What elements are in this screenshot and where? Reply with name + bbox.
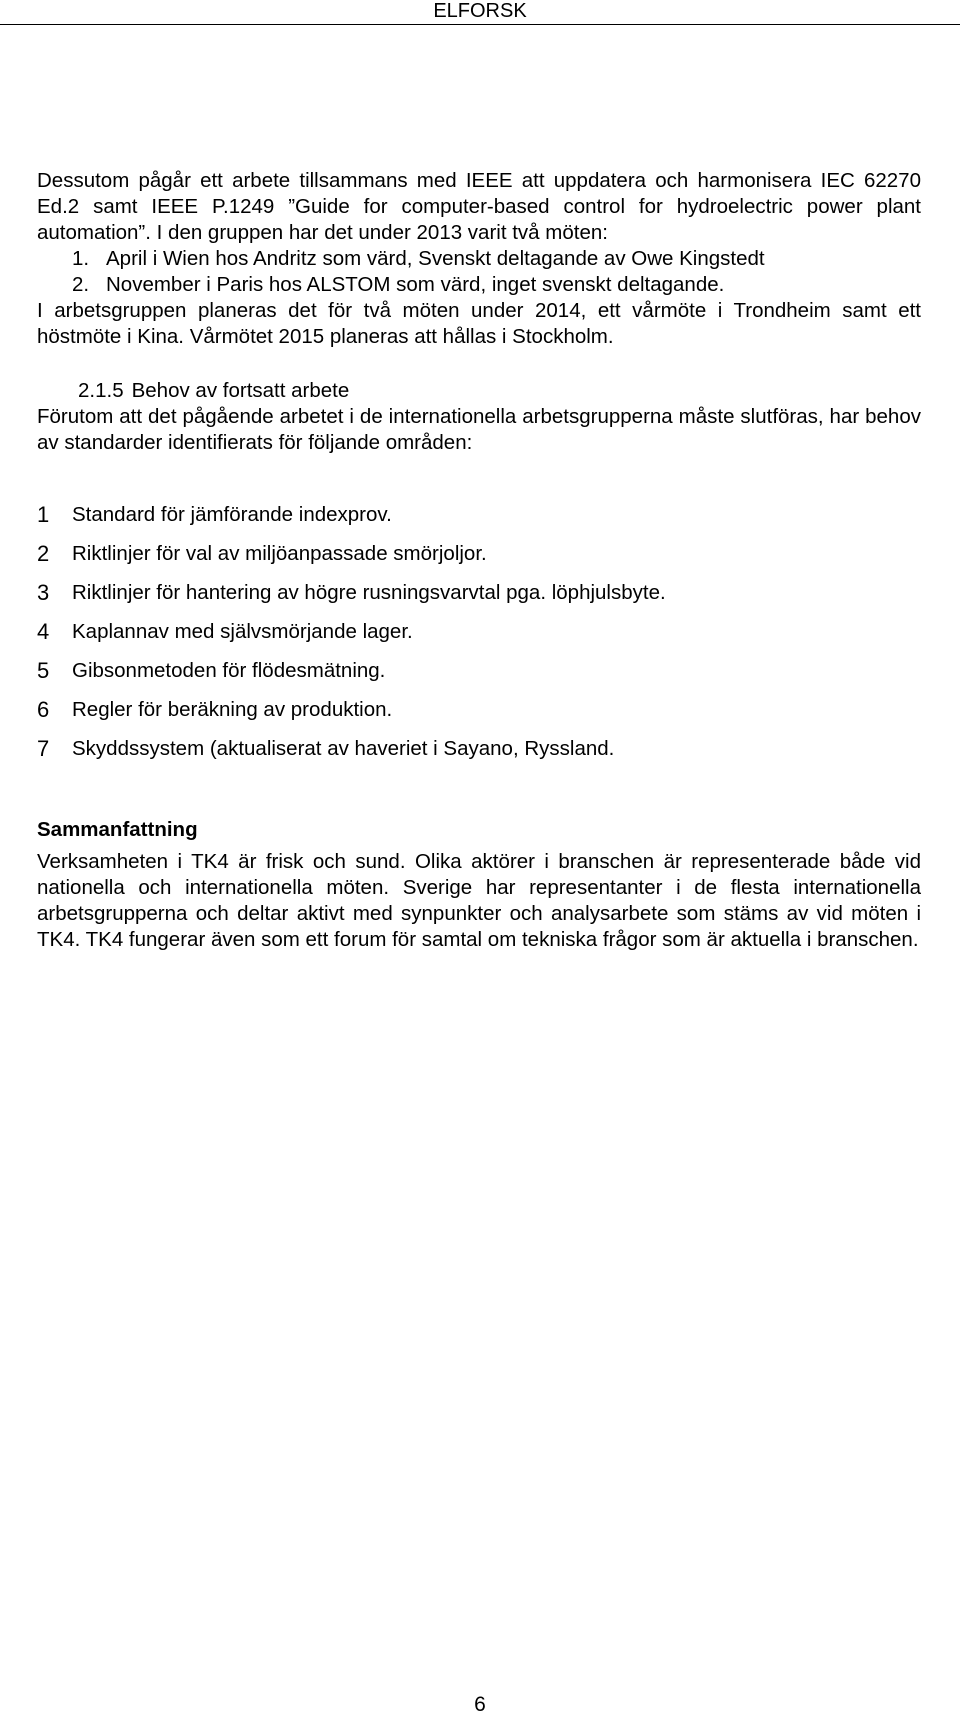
list-item	[37, 272, 921, 298]
list-item-text: Kaplannav med självsmörjande lager.	[72, 620, 413, 643]
list-item-text: Standard för jämförande indexprov.	[72, 503, 392, 526]
list-item-number: 5	[37, 658, 50, 683]
summary-paragraph: Verksamheten i TK4 är frisk och sund. Olika aktörer i branschen är representerade både vid nationella och internationella möten. Sverige har representanter i de flesta internationella arbetsgrupperna och deltar aktivt med synpunkter och analysarbete som stäms av vid möten i TK4. TK4 fungerar även som ett forum för samtal om tekniska frågor som är aktuella i branschen.	[37, 850, 921, 951]
list-item-number: 1.	[72, 247, 90, 270]
list-item-number: 6	[37, 697, 50, 722]
list-item	[37, 541, 921, 580]
list-item-number: 1	[37, 502, 50, 527]
list-item-text: April i Wien hos Andritz som värd, Svenskt deltagande av Owe Kingstedt	[106, 247, 765, 270]
list-item-number: 2	[37, 541, 50, 566]
list-item-number: 4	[37, 619, 50, 644]
intro-paragraph: Dessutom pågår ett arbete tillsammans med IEEE att uppdatera och harmonisera IEC 62270 Ed.2 samt IEEE P.1249 ”Guide for computer-based control for hydroelectric power plant automation”. I den gruppen har det under 2013 varit två möten:	[37, 169, 921, 244]
list-item	[37, 736, 921, 775]
list-item	[37, 697, 921, 736]
list-item	[37, 502, 921, 541]
list-item	[37, 580, 921, 619]
header-title: ELFORSK	[433, 0, 527, 22]
summary-heading: Sammanfattning	[37, 818, 198, 841]
section-heading	[37, 378, 921, 404]
list-item	[37, 658, 921, 697]
page-header	[0, 0, 960, 25]
list-item-text: Regler för beräkning av produktion.	[72, 698, 393, 721]
list-item-text: Riktlinjer för hantering av högre rusningsvarvtal pga. löphjulsbyte.	[72, 581, 666, 604]
section-number: 2.1.5	[78, 379, 124, 402]
list-item	[37, 246, 921, 272]
list-item-number: 3	[37, 580, 50, 605]
needs-list	[37, 502, 921, 775]
section-paragraph: Förutom att det pågående arbetet i de internationella arbetsgrupperna måste slutföras, har behov av standarder identifierats för följande områden:	[37, 405, 921, 454]
list-item-text: Skyddssystem (aktualiserat av haveriet i Sayano, Ryssland.	[72, 737, 615, 760]
list-item-text: Riktlinjer för val av miljöanpassade smörjoljor.	[72, 542, 487, 565]
section-title: Behov av fortsatt arbete	[131, 379, 350, 402]
followup-paragraph: I arbetsgruppen planeras det för två möten under 2014, ett vårmöte i Trondheim samt ett höstmöte i Kina. Vårmötet 2015 planeras att hållas i Stockholm.	[37, 299, 921, 348]
document-body	[37, 168, 921, 953]
list-item-number: 2.	[72, 273, 90, 296]
page-number: 6	[474, 1693, 486, 1716]
list-item-number: 7	[37, 736, 50, 761]
list-item-text: Gibsonmetoden för flödesmätning.	[72, 659, 386, 682]
meetings-list	[37, 246, 921, 298]
list-item	[37, 619, 921, 658]
list-item-text: November i Paris hos ALSTOM som värd, inget svenskt deltagande.	[106, 273, 725, 296]
